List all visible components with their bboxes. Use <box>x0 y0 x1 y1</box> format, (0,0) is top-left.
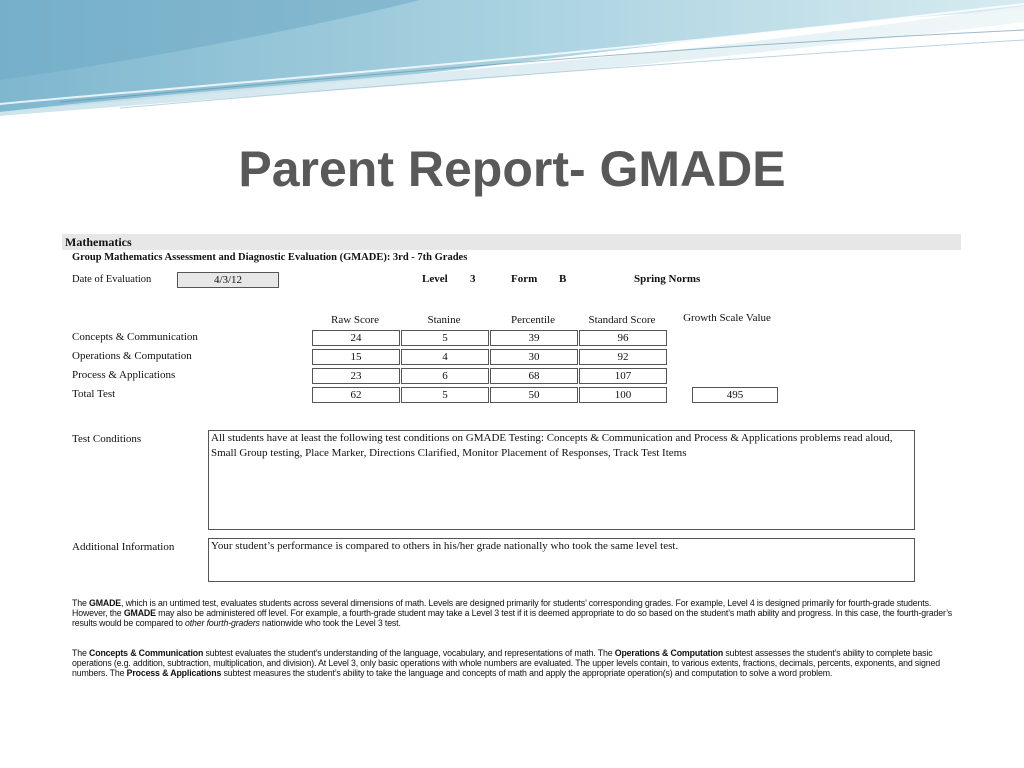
text-run-bold: GMADE <box>89 598 122 608</box>
raw-score-cell: 23 <box>312 368 400 384</box>
raw-score-cell: 24 <box>312 330 400 346</box>
additional-information-text: Your student’s performance is compared to others in his/her grade nationally who took the same level test. <box>208 538 915 582</box>
parent-report <box>62 232 970 702</box>
raw-score-cell: 15 <box>312 349 400 365</box>
form-value: B <box>559 273 567 285</box>
standard-score-cell: 107 <box>579 368 667 384</box>
section-header: Mathematics <box>62 234 961 250</box>
text-run-bold: GMADE <box>123 608 156 618</box>
test-subtitle: Group Mathematics Assessment and Diagnostic Evaluation (GMADE): 3rd - 7th Grades <box>72 252 468 263</box>
percentile-cell: 68 <box>490 368 578 384</box>
stanine-cell: 6 <box>401 368 489 384</box>
row-label: Concepts & Communication <box>72 331 198 343</box>
growth-scale-cell: 495 <box>692 387 778 403</box>
level-label: Level <box>422 273 448 285</box>
form-label: Form <box>511 273 538 285</box>
col-header-growth-scale: Growth Scale Value <box>683 312 771 324</box>
text-run: , which is an untimed test, evaluates students across several dimensions of math. Levels are designed primarily for students’ corresponding grades. For example, Level 4 is designed primarily for fourth-grade students. However, the <box>72 598 932 618</box>
text-run: may also be administered off level. For example, a fourth-grade student may take a Level 3 test if it is deemed appropriate to do so based on the student’s math ability and progress. In this case, the fourth-grader’s results would be compared to <box>72 608 952 628</box>
level-value: 3 <box>470 273 476 285</box>
text-run: subtest assesses the student’s ability to complete basic operations (e.g. addition, subtraction, multiplication, and division). At Level 3, only basic operations with whole numbers are evaluated. The upper levels contain, to various extents, fractions, decimals, percents, exponents, and signed numbers. The <box>72 648 940 678</box>
text-run: The <box>72 648 90 658</box>
header-swoosh-decoration <box>0 0 1024 120</box>
gmade-description-paragraph <box>72 598 957 628</box>
subtests-description-paragraph <box>72 648 957 678</box>
standard-score-cell: 100 <box>579 387 667 403</box>
text-run: subtest evaluates the student’s understanding of the language, vocabulary, and representations of math. The <box>203 648 615 658</box>
text-run: nationwide who took the Level 3 test. <box>259 618 401 628</box>
standard-score-cell: 96 <box>579 330 667 346</box>
raw-score-cell: 62 <box>312 387 400 403</box>
col-header-percentile: Percentile <box>511 314 555 326</box>
col-header-raw-score: Raw Score <box>331 314 379 326</box>
text-run-bold: Operations & Computation <box>614 648 724 658</box>
row-label: Operations & Computation <box>72 350 192 362</box>
norms-label: Spring Norms <box>634 273 701 285</box>
date-value: 4/3/12 <box>177 272 279 288</box>
text-run-bold: Process & Applications <box>126 668 222 678</box>
test-conditions-text: All students have at least the following test conditions on GMADE Testing: Concepts & Communication and Process & Applications problems read aloud, Small Group testing, Place Marker, Directions Clarified, Monitor Placement of Responses, Track Test Items <box>208 430 915 530</box>
row-label: Total Test <box>72 388 116 400</box>
text-run-italic: other fourth-graders <box>185 618 260 628</box>
percentile-cell: 30 <box>490 349 578 365</box>
stanine-cell: 4 <box>401 349 489 365</box>
text-run: subtest measures the student’s ability to take the language and concepts of math and apply the appropriate operation(s) and computation to solve a word problem. <box>221 668 833 678</box>
standard-score-cell: 92 <box>579 349 667 365</box>
stanine-cell: 5 <box>401 330 489 346</box>
date-label: Date of Evaluation <box>72 274 152 285</box>
percentile-cell: 39 <box>490 330 578 346</box>
slide-title: Parent Report- GMADE <box>238 141 786 197</box>
text-run-bold: Concepts & Communication <box>89 648 204 658</box>
row-label: Process & Applications <box>72 369 176 381</box>
col-header-stanine: Stanine <box>427 314 461 326</box>
text-run: The <box>72 598 90 608</box>
percentile-cell: 50 <box>490 387 578 403</box>
additional-information-label: Additional Information <box>72 541 175 553</box>
col-header-standard-score: Standard Score <box>588 314 656 326</box>
stanine-cell: 5 <box>401 387 489 403</box>
test-conditions-label: Test Conditions <box>72 433 142 445</box>
